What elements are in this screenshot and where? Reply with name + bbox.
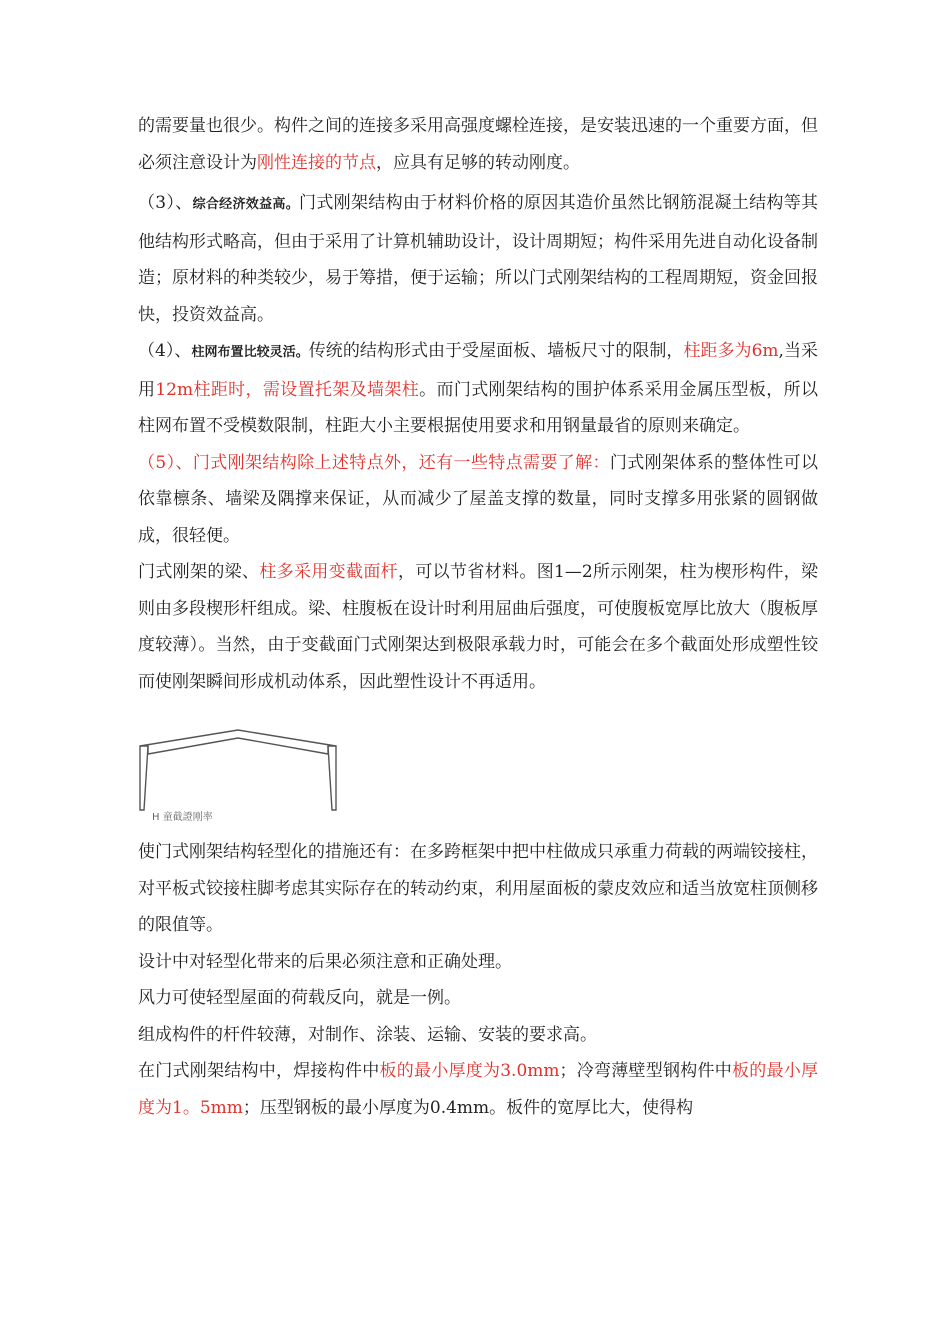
p3-highlight-2: 12m柱距时，需设置托架及墙架柱 [155,379,420,400]
p10-text-a: 在门式刚架结构中，焊接构件中 [138,1061,380,1081]
portal-frame-figure [138,728,358,828]
figure-caption: H 童截證刚率 [152,812,213,823]
p5-text-a: 门式刚架的梁、 [138,562,260,582]
p10-highlight-2: 板的最小厚度为1。5mm [138,1061,819,1118]
paragraph-3 [138,333,818,445]
paragraph-6: 使门式刚架结构轻型化的措施还有：在多跨框架中把中柱做成只承重力荷载的两端铰接柱，对平板式铰接柱脚考虑其实际存在的转动约束，利用屋面板的蒙皮效应和适当放宽柱顶侧移的限值等。 [138,842,818,935]
paragraph-1 [138,108,818,181]
paragraph-10 [138,1053,818,1126]
p2-body: 门式刚架结构由于材料价格的原因其造价虽然比钢筋混凝土结构等其他结构形式略高，但由于采用了计算机辅助设计，设计周期短；构件采用先进自动化设备制造；原材料的种类较少，易于筹措，便于运输；所以门式刚架结构的工程周期短，资金回报快，投资效益高。 [138,193,818,325]
document-page [138,108,818,1126]
paragraph-7: 设计中对轻型化带来的后果必须注意和正确处理。 [138,951,512,972]
p3-text-c: ,当采用 [138,341,818,400]
paragraph-2 [138,185,818,333]
p1-text-c: ，应具有足够的转动刚度。 [376,152,580,173]
p5-highlight: 柱多采用变截面杆 [259,562,399,582]
p1-text-a: 的需要量也很少。构件之间的连接多采用高强度螺栓连接，是安装迅速的一个重要方面，但必须注意设计为 [138,116,818,173]
p5-text-c: ，可以节省材料。图1—2所示刚架，柱为楔形构件，梁则由多段楔形杆组成。梁、柱腹板在设计时利用屈曲后强度，可使腹板宽厚比放大（腹板厚度较薄）。当然，由于变截面门式刚架达到极限承载力时，可能会在多个截面处形成塑性铰而使刚架瞬间形成机动体系，因此塑性设计不再适用。 [138,562,818,692]
p3-heading: 柱网布置比较灵活。 [191,345,309,360]
paragraph-9: 组成构件的杆件较薄，对制作、涂装、运输、安装的要求高。 [138,1024,597,1045]
p3-highlight-1: 柱距多为6m [683,341,779,361]
p2-number: （3）、 [138,193,193,213]
p4-body: 门式刚架体系的整体性可以依靠檩条、墙梁及隅撑来保证，从而减少了屋盖支撑的数量，同时支撑多用张紧的圆钢做成，很轻便。 [138,452,818,546]
p1-highlight: 刚性连接的节点 [257,152,376,173]
paragraph-8: 风力可使轻型屋面的荷载反向，就是一例。 [138,988,461,1008]
p3-text-a: 传统的结构形式由于受屋面板、墙板尺寸的限制， [308,341,684,361]
paragraph-4 [138,445,818,555]
p4-heading: （5）、门式刚架结构除上述特点外，还有一些特点需要了解： [138,452,610,473]
p10-highlight-1: 板的最小厚度为3.0mm [379,1061,560,1081]
p10-text-c: ；冷弯薄壁型钢构件中 [559,1061,733,1081]
p3-text-e: 。而门式刚架结构的围护体系采用金属压型板，所以柱网布置不受模数限制，柱距大小主要根据使用要求和用钢量最省的原则来确定。 [138,379,818,436]
p2-heading: 综合经济效益高。 [192,197,300,212]
p10-text-e: ；压型钢板的最小厚度为0.4mm。板件的宽厚比大，使得构 [242,1097,694,1118]
paragraph-5 [138,554,818,700]
p3-number: （4）、 [138,341,192,361]
